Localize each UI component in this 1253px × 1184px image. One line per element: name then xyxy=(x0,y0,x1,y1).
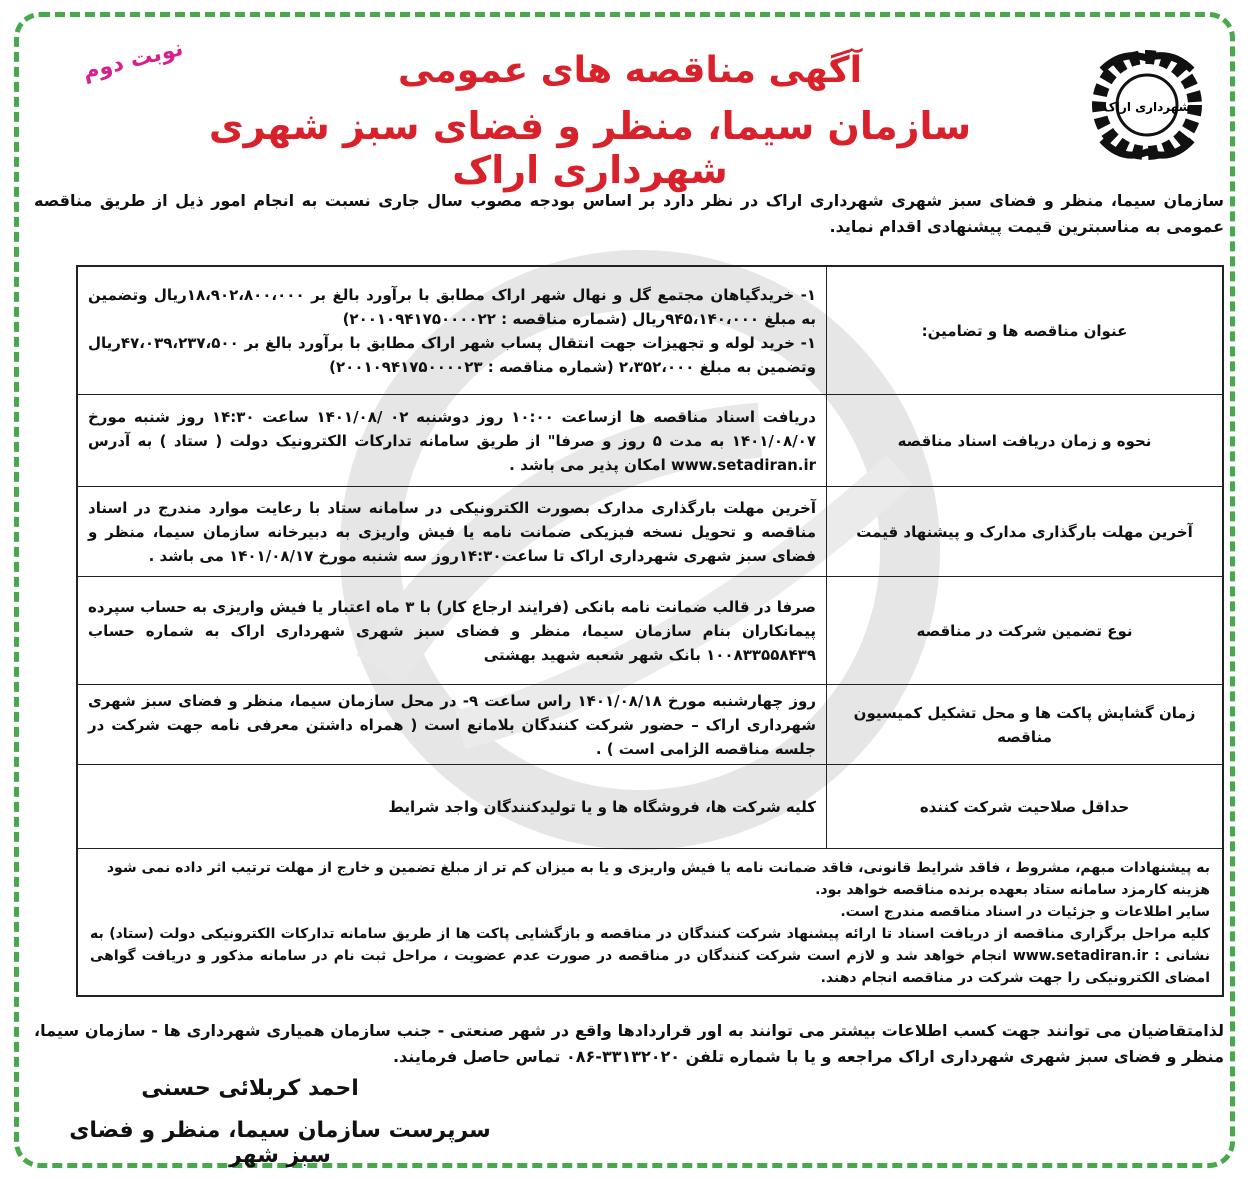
table-notes xyxy=(78,849,1222,995)
value-line: ۱- خرید لوله و تجهیزات جهت انتقال پساب شهر اراک مطابق با برآورد بالغ بر ۴۷،۰۳۹،۲۳۷،۵۰۰ریال وتضمین به مبلغ ۲،۳۵۲،۰۰۰ (شماره مناقصه : ۲۰۰۱۰۹۴۱۷۵۰۰۰۰۲۳) xyxy=(88,333,816,376)
signatory-name: احمد کربلائی حسنی xyxy=(141,1076,359,1101)
row-label: نوع تضمین شرکت در مناقصه xyxy=(826,577,1222,684)
intro-paragraph: سازمان سیما، منظر و فضای سبز شهری شهرداری اراک در نظر دارد بر اساس بودجه مصوب سال جاری نسبت به انجام امور ذیل از طریق مناقصه عمومی به مناسبترین قیمت پیشنهادی اقدام نماید. xyxy=(34,191,1224,236)
table-row xyxy=(78,395,1222,487)
note-line: کلیه مراحل برگزاری مناقصه از دریافت اسناد تا ارائه پیشنهاد شرکت کنندگان در مناقصه و بازگشایی پاکت ها از طریق سامانه تدارکات الکترونیکی دولت (ستاد) به نشانی : www.setadiran.ir انجام خواهد شد و لازم است شرکت کنندگان در مناقصه در صورت عدم عضویت ، مراحل ثبت نام در سامانه مذکور و دریافت گواهی امضای الکترونیکی را جهت شرکت در مناقصه انجام دهند. xyxy=(90,926,1210,986)
row-value xyxy=(78,577,826,684)
value-line: آخرین مهلت بارگذاری مدارک بصورت الکترونیکی در سامانه ستاد با رعایت موارد مندرج در اسناد مناقصه و تحویل نسخه فیزیکی ضمانت نامه یا فیش واریزی به دبیرخانه سازمان سیما، منظر و فضای سبز شهری شهرداری اراک تا ساعت۱۴:۳۰روز سه شنبه مورخ ۱۴۰۱/۰۸/۱۷ می باشد . xyxy=(88,498,816,565)
row-value xyxy=(78,487,826,576)
table-row xyxy=(78,487,1222,577)
notice-title: آگهی مناقصه های عمومی xyxy=(398,50,862,91)
value-line: کلیه شرکت ها، فروشگاه ها و یا تولیدکنندگان واجد شرایط xyxy=(388,797,816,816)
organization-title: سازمان سیما، منظر و فضای سبز شهری شهرداری اراک xyxy=(208,104,972,192)
row-label: آخرین مهلت بارگذاری مدارک و پیشنهاد قیمت xyxy=(826,487,1222,576)
municipality-logo xyxy=(1082,40,1212,170)
note-line: سایر اطلاعات و جزئیات در اسناد مناقصه مندرج است. xyxy=(840,904,1210,920)
note-line: به پیشنهادات مبهم، مشروط ، فاقد شرایط قانونی، فاقد ضمانت نامه یا فیش واریزی و یا به میزان کم تر از مبلغ تضمین و خارج از مهلت ترتیب اثر داده نمی شود xyxy=(106,860,1210,876)
contact-paragraph: لذامتقاضیان می توانند جهت کسب اطلاعات بیشتر می توانند به اور قراردادها واقع در شهر صنعتی - جنب سازمان همیاری شهرداری ها - سازمان سیما، منظر و فضای سبز شهری شهرداری اراک مراجعه و یا با شماره تلفن ۳۳۱۳۲۰۲۰-۰۸۶ تماس حاصل فرمایند. xyxy=(34,1021,1224,1066)
table-row xyxy=(78,685,1222,765)
second-round-stamp: نوبت دوم xyxy=(80,35,186,86)
note-line: هزینه کارمزد سامانه ستاد بعهده برنده مناقصه خواهد بود. xyxy=(815,882,1210,898)
row-label: حداقل صلاحیت شرکت کننده xyxy=(826,765,1222,848)
row-value xyxy=(78,267,826,394)
tender-table xyxy=(76,265,1224,997)
table-row xyxy=(78,765,1222,849)
value-line: روز چهارشنبه مورخ ۱۴۰۱/۰۸/۱۸ راس ساعت ۹- در محل سازمان سیما، منظر و فضای سبز شهری شهرداری اراک – حضور شرکت کنندگان بلامانع است ( همراه داشتن معرفی نامه جهت شرکت در جلسه مناقصه الزامی است ) . xyxy=(88,691,816,758)
table-row xyxy=(78,267,1222,395)
row-value xyxy=(78,395,826,486)
logo-text: شهرداری اراک xyxy=(1103,100,1191,114)
row-value xyxy=(78,765,826,848)
value-line: ۱- خریدگیاهان مجتمع گل و نهال شهر اراک مطابق با برآورد بالغ بر ۱۸،۹۰۲،۸۰۰،۰۰۰ریال وتضمین به مبلغ ۹۴۵،۱۴۰،۰۰۰ریال (شماره مناقصه : ۲۰۰۱۰۹۴۱۷۵۰۰۰۰۲۲) xyxy=(88,285,816,328)
row-value xyxy=(78,685,826,764)
table-row xyxy=(78,577,1222,685)
value-line: دریافت اسناد مناقصه ها ازساعت ۱۰:۰۰ روز دوشنبه ۰۲ /۱۴۰۱/۰۸ ساعت ۱۴:۳۰ روز شنبه مورخ ۱۴۰۱/۰۸/۰۷ به مدت ۵ روز و صرفا" از طریق سامانه تدارکات الکترونیک دولت ( ستاد ) به آدرس www.setadiran.ir امکان پذیر می باشد . xyxy=(88,407,816,474)
row-label: زمان گشایش پاکت ها و محل تشکیل کمیسیون مناقصه xyxy=(826,685,1222,764)
row-label: عنوان مناقصه ها و تضامین: xyxy=(826,267,1222,394)
row-label: نحوه و زمان دریافت اسناد مناقصه xyxy=(826,395,1222,486)
value-line: صرفا در قالب ضمانت نامه بانکی (فرایند ارجاع کار) با ۳ ماه اعتبار یا فیش واریزی به حساب سپرده پیمانکاران بنام سازمان سیما، منظر و فضای سبز شهری شهرداری اراک به شماره حساب ۱۰۰۸۳۳۵۵۸۴۳۹ بانک شهر شعبه شهید بهشتی xyxy=(88,597,816,664)
signatory-title: سرپرست سازمان سیما، منظر و فضای سبز شهر xyxy=(69,1118,491,1168)
